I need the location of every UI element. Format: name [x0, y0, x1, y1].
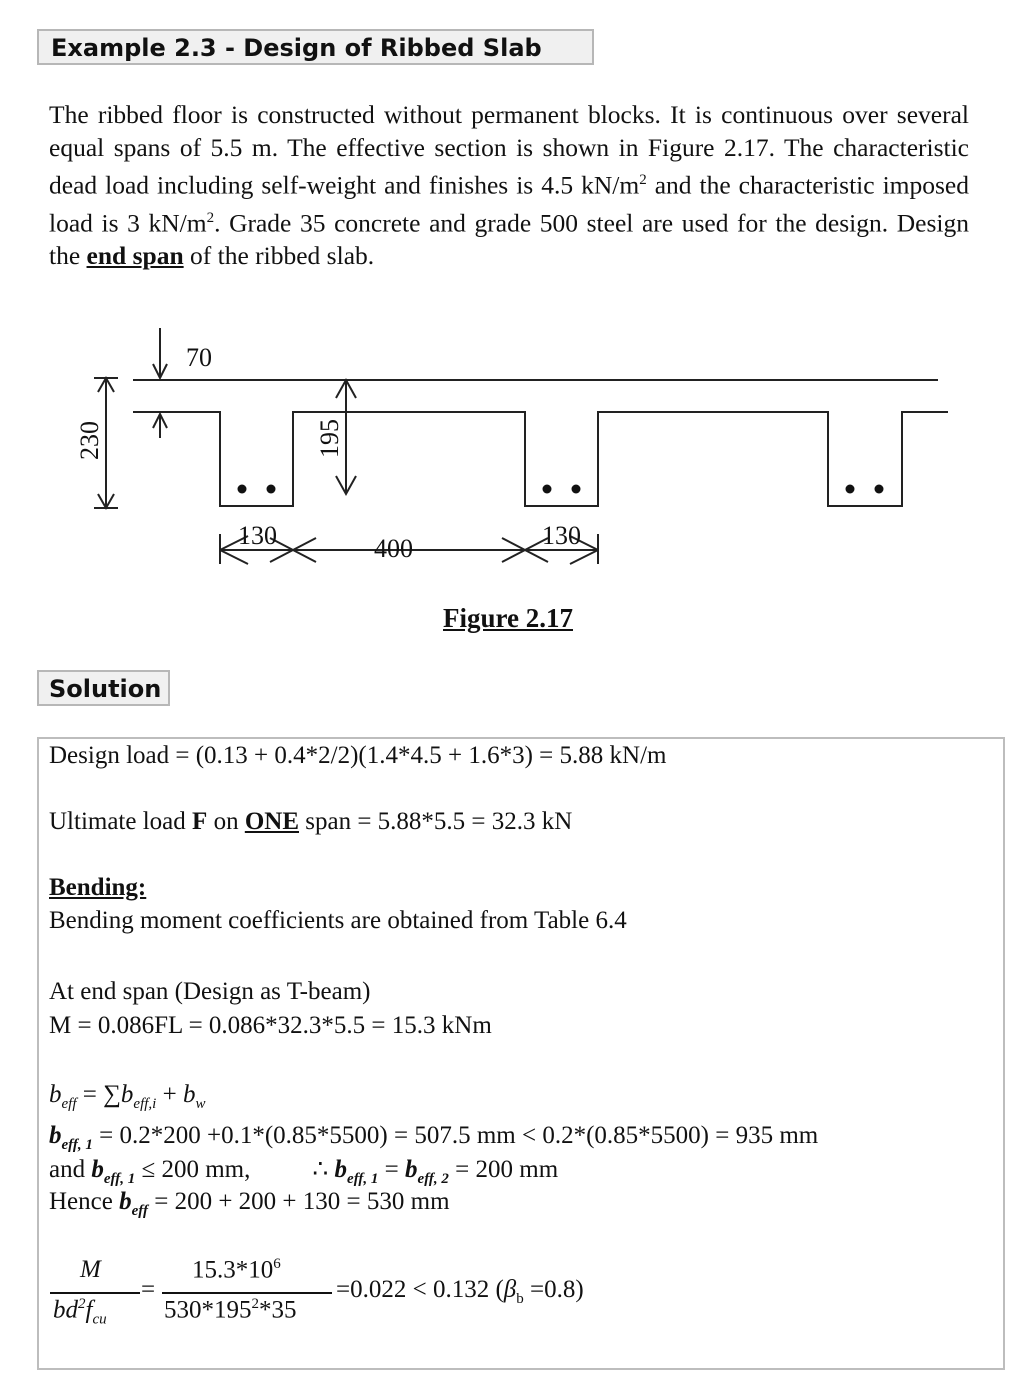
ultimate-load-line: Ultimate load F on ONE span = 5.88*5.5 = 32.3 kN	[49, 808, 573, 835]
end-span-line: At end span (Design as T-beam)	[49, 978, 371, 1005]
fraction-bar	[162, 1292, 332, 1294]
fraction-bar	[50, 1292, 140, 1294]
rebar	[846, 485, 855, 494]
beff-formula: $b_{eff} = \sum b_{eff,i} + b_w$	[49, 1081, 206, 1112]
bending-heading: Bending:	[49, 874, 147, 901]
example-title: Example 2.3 - Design of Ribbed Slab	[37, 29, 594, 65]
rebar	[543, 485, 552, 494]
fraction-value-numerator: $15.3*10^6$	[192, 1256, 281, 1284]
dim-rib-width-left: 130	[238, 521, 277, 550]
bending-coefficients-line: Bending moment coefficients are obtained from Table 6.4	[49, 907, 627, 934]
dim-rib-depth: 195	[315, 419, 344, 458]
dim-flange: 70	[186, 343, 212, 372]
rebar	[238, 485, 247, 494]
equals-sign: =	[141, 1276, 156, 1303]
fraction-m-numerator: M	[80, 1256, 101, 1283]
fraction-value-denominator: $530*195^2*35$	[164, 1296, 297, 1324]
ratio-result: =0.022 < 0.132 $(\beta_b =0.8)$	[336, 1276, 584, 1307]
rebar	[875, 485, 884, 494]
dim-spacing: 400	[374, 534, 413, 563]
dim-rib-width-right: 130	[542, 521, 581, 550]
fraction-m-denominator: $bd^2f_{cu}$	[53, 1296, 107, 1328]
moment-line: M = 0.086FL = 0.086*32.3*5.5 = 15.3 kNm	[49, 1012, 492, 1039]
rebar	[572, 485, 581, 494]
ribbed-slab-section-figure	[60, 320, 960, 580]
beff1-line: $b_{eff, 1} = 0.2*200 +0.1*(0.85*5500) = 507.5$ mm < 0.2*(0.85*5500) = 935 mm	[49, 1122, 819, 1153]
figure-caption: Figure 2.17	[443, 603, 573, 633]
beff-limit-line: and $b_{eff, 1} \le 200$ mm, ∴ $b_{eff, 1} = b_{eff, 2} = 200$ mm	[49, 1156, 559, 1187]
rebar	[267, 485, 276, 494]
dim-total-depth: 230	[75, 421, 104, 460]
beff-total-line: Hence $b_{eff} = 200 + 200 + 130 = 530$ mm	[49, 1188, 450, 1219]
emphasis-end-span: end span	[86, 241, 184, 270]
solution-heading: Solution	[37, 670, 170, 706]
design-load-line: Design load = (0.13 + 0.4*2/2)(1.4*4.5 + 1.6*3) = 5.88 kN/m	[49, 742, 667, 769]
problem-statement: The ribbed floor is constructed without permanent blocks. It is continuous over several equal spans of 5.5 m. The effective section is shown in Figure 2.17. The characteristic dead load including self-weight and finishes is 4.5 $kN/m^2$ and the characteristic imposed load is 3 $kN/m^2$. Grade 35 concrete and grade 500 steel are used for the design. Design the end span of the ribbed slab.	[49, 100, 969, 270]
